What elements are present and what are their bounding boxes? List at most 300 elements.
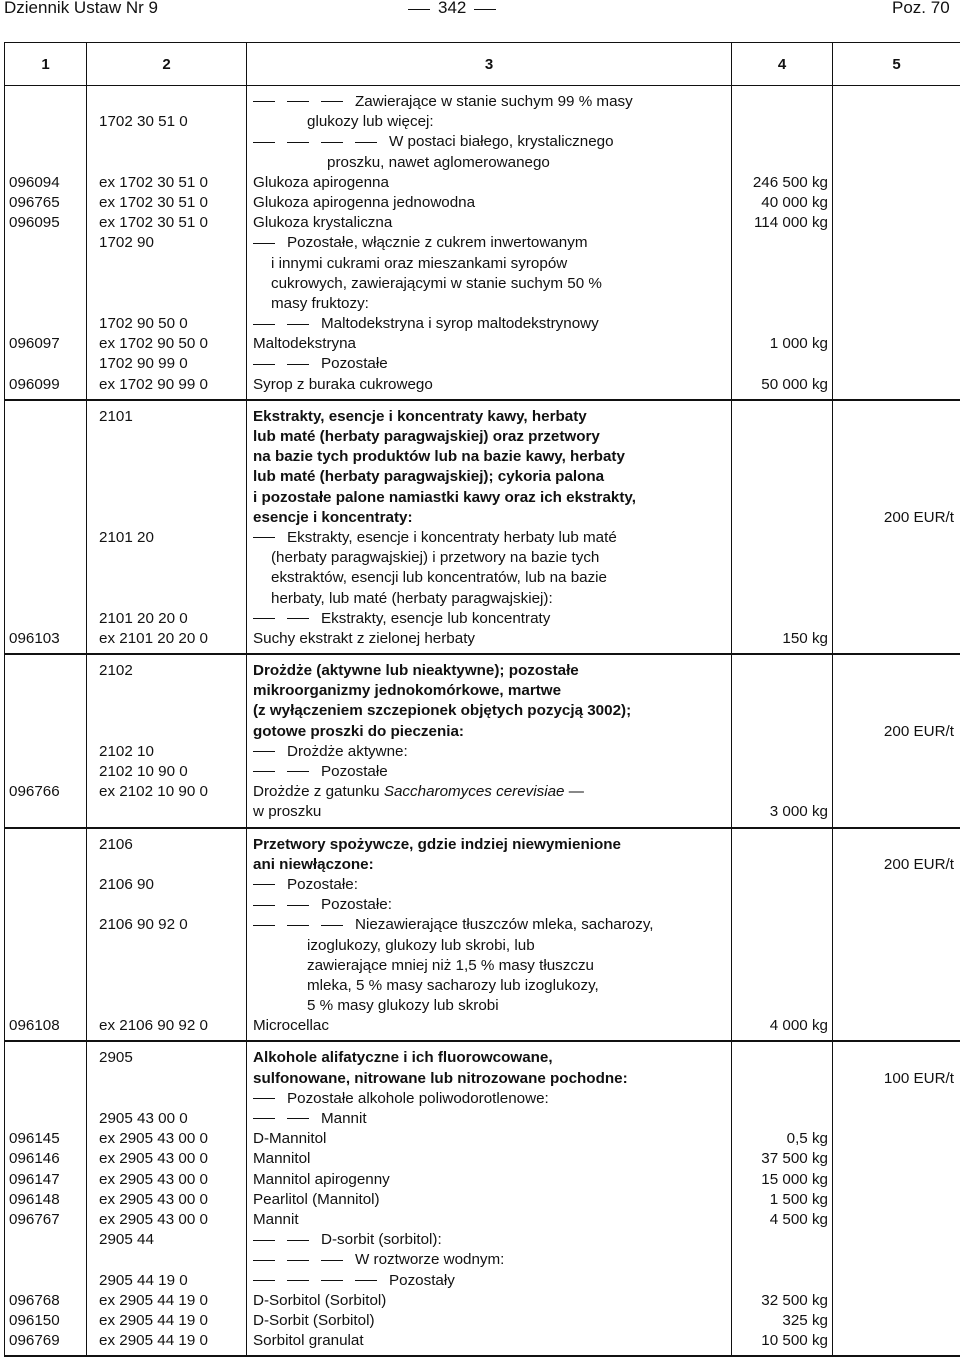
description-text: masy fruktozy:	[271, 294, 369, 312]
order-number-line	[5, 1089, 86, 1109]
description-line	[247, 173, 731, 193]
description-text: herbaty, lub maté (herbaty paragwajskiej):	[271, 589, 553, 607]
order-number-line: 096099	[9, 375, 60, 393]
order-number-line: 096148	[9, 1190, 60, 1208]
order-number-cell	[5, 1041, 87, 1356]
order-number-line	[5, 802, 86, 822]
cn-code-line	[87, 488, 246, 508]
description-line	[247, 681, 731, 701]
description-text: Pozostałe	[321, 355, 388, 373]
duty-line	[833, 915, 960, 935]
order-number-line	[5, 681, 86, 701]
quota-line	[732, 996, 832, 1016]
description-line	[247, 1170, 731, 1190]
order-number-line: 096766	[9, 783, 60, 801]
order-number-line	[5, 1271, 86, 1291]
duty-line	[833, 294, 960, 314]
description-line	[247, 233, 731, 253]
quota-line	[732, 742, 832, 762]
description-line	[247, 467, 731, 487]
duty-line	[833, 173, 960, 193]
description-cell	[247, 1041, 732, 1356]
cn-code-cell	[87, 654, 247, 828]
quota-line	[732, 447, 832, 467]
cn-code-cell	[87, 828, 247, 1042]
order-number-line	[5, 314, 86, 334]
indent-dash	[253, 537, 275, 538]
cn-code-line: ex 2905 43 00 0	[99, 1130, 208, 1148]
description-line	[247, 1089, 731, 1109]
indent-dash	[287, 771, 309, 772]
description-cell	[247, 400, 732, 654]
description-text: w proszku	[253, 803, 322, 821]
description-text: W roztworze wodnym:	[355, 1251, 505, 1269]
description-line	[247, 1331, 731, 1351]
quota-line	[732, 956, 832, 976]
order-number-line	[5, 722, 86, 742]
quota-line	[732, 467, 832, 487]
order-number-line: 096150	[9, 1311, 60, 1329]
duty-line	[833, 742, 960, 762]
description-text: 5 % masy glukozy lub skrobi	[307, 997, 499, 1015]
cn-code-line: ex 2905 43 00 0	[99, 1170, 208, 1188]
description-text: lub maté (herbaty paragwajskiej); cykoria palona	[253, 468, 605, 486]
description-line	[247, 254, 731, 274]
description-text: glukozy lub więcej:	[307, 113, 434, 131]
quota-cell	[732, 86, 833, 400]
quota-line	[732, 1069, 832, 1089]
description-line	[247, 701, 731, 721]
order-number-line	[5, 589, 86, 609]
indent-dash	[355, 1280, 377, 1281]
cn-code-line: 2905 44	[99, 1231, 154, 1249]
description-line	[247, 112, 731, 132]
cn-code-line	[87, 274, 246, 294]
cn-code-line	[87, 936, 246, 956]
duty-line	[833, 92, 960, 112]
order-number-line	[5, 354, 86, 374]
description-text: i innymi cukrami oraz mieszankami syropów	[271, 254, 568, 272]
quota-line: 50 000 kg	[761, 375, 828, 393]
cn-code-line: 2905	[99, 1049, 133, 1067]
order-number-cell	[5, 86, 87, 400]
quota-line	[732, 782, 832, 802]
description-text: i pozostałe palone namiastki kawy oraz ich ekstrakty,	[253, 488, 636, 506]
description-line	[247, 1271, 731, 1291]
cn-code-cell	[87, 400, 247, 654]
description-line	[247, 956, 731, 976]
description-line	[247, 802, 731, 822]
order-number-line	[5, 1109, 86, 1129]
indent-dash	[253, 618, 275, 619]
description-text: D-Sorbit (Sorbitol)	[253, 1311, 375, 1329]
column-header-row	[5, 43, 960, 86]
quota-line	[732, 548, 832, 568]
duty-line	[833, 762, 960, 782]
quota-line	[732, 835, 832, 855]
quota-line	[732, 92, 832, 112]
cn-code-line	[87, 294, 246, 314]
quota-line	[732, 508, 832, 528]
description-text: Pozostałe	[321, 763, 388, 780]
description-text: Alkohole alifatyczne i ich fluorowcowane,	[253, 1049, 553, 1067]
description-text: Mannit	[253, 1210, 299, 1228]
indent-dash	[321, 1280, 343, 1281]
cn-code-cell	[87, 1041, 247, 1356]
description-text: Drożdże z gatunku Saccharomyces cerevisiae —	[253, 783, 584, 801]
description-text: D-Sorbitol (Sorbitol)	[253, 1291, 387, 1309]
order-number-line: 096108	[9, 1017, 60, 1035]
duty-line	[833, 1129, 960, 1149]
order-number-line	[5, 528, 86, 548]
cn-code-line	[87, 1069, 246, 1089]
duty-line	[833, 1311, 960, 1331]
order-number-line: 096103	[9, 629, 60, 647]
cn-code-line: 1702 90 50 0	[99, 315, 188, 333]
description-line	[247, 782, 731, 802]
cn-code-line	[87, 996, 246, 1016]
description-line	[247, 1311, 731, 1331]
cn-code-line: 1702 30 51 0	[99, 113, 188, 131]
quota-line	[732, 568, 832, 588]
order-number-line	[5, 548, 86, 568]
cn-code-line	[87, 1250, 246, 1270]
description-text: Niezawierające tłuszczów mleka, sacharozy,	[355, 916, 654, 934]
table-row	[5, 828, 960, 1042]
order-number-line	[5, 762, 86, 782]
description-text: Ekstrakty, esencje i koncentraty herbaty lub maté	[287, 528, 617, 546]
description-cell	[247, 654, 732, 828]
order-number-line	[5, 855, 86, 875]
order-number-line: 096094	[9, 173, 60, 191]
page-number: 342	[438, 0, 467, 17]
indent-dash	[287, 364, 309, 365]
duty-line	[833, 132, 960, 152]
order-number-line: 096145	[9, 1130, 60, 1148]
description-text: Mannit	[321, 1110, 367, 1127]
cn-code-line	[87, 254, 246, 274]
cn-code-line	[87, 447, 246, 467]
order-number-line	[5, 895, 86, 915]
description-text: na bazie tych produktów lub na bazie kawy, herbaty	[253, 448, 625, 466]
order-number-line	[5, 254, 86, 274]
order-number-line: 096097	[9, 335, 60, 353]
quota-line: 10 500 kg	[761, 1332, 828, 1350]
description-line	[247, 722, 731, 742]
order-number-line	[5, 112, 86, 132]
quota-line	[732, 1109, 832, 1129]
quota-line: 4 500 kg	[769, 1210, 828, 1228]
duty-line	[833, 1109, 960, 1129]
cn-code-line: 2905 44 19 0	[99, 1271, 188, 1289]
cn-code-line: 2106	[99, 835, 133, 853]
duty-line: 200 EUR/t	[883, 508, 954, 526]
description-line	[247, 447, 731, 467]
order-number-line	[5, 1048, 86, 1068]
item-number: Poz. 70	[892, 0, 950, 17]
description-text: Glukoza apirogenna jednowodna	[253, 193, 476, 211]
duty-line: 200 EUR/t	[883, 855, 954, 873]
quota-line	[732, 701, 832, 721]
cn-code-line	[87, 153, 246, 173]
indent-dash	[287, 905, 309, 906]
description-text: mleka, 5 % masy sacharozy lub izoglukozy,	[307, 976, 599, 994]
duty-line	[833, 153, 960, 173]
column-header-2: 2	[87, 43, 247, 86]
tariff-table	[4, 42, 960, 1357]
cn-code-line: 1702 90 99 0	[99, 355, 188, 373]
cn-code-line: 2102 10	[99, 742, 154, 760]
order-number-line: 096095	[9, 214, 60, 232]
quota-line: 15 000 kg	[761, 1170, 828, 1188]
duty-line	[833, 1210, 960, 1230]
column-header-4: 4	[732, 43, 833, 86]
cn-code-line: 2101 20 20 0	[99, 609, 188, 627]
description-line	[247, 1129, 731, 1149]
description-line	[247, 762, 731, 782]
quota-line: 3 000 kg	[769, 803, 828, 821]
indent-dash	[287, 142, 309, 143]
duty-line	[833, 488, 960, 508]
order-number-line	[5, 488, 86, 508]
quota-line	[732, 233, 832, 253]
cn-code-line	[87, 701, 246, 721]
indent-dash	[253, 1280, 275, 1281]
indent-dash	[253, 1240, 275, 1241]
order-number-cell	[5, 400, 87, 654]
order-number-line: 096768	[9, 1291, 60, 1309]
column-header-5: 5	[833, 43, 960, 86]
description-line	[247, 407, 731, 427]
order-number-line	[5, 153, 86, 173]
description-line	[247, 1190, 731, 1210]
description-line	[247, 193, 731, 213]
description-text: Mannitol	[253, 1150, 311, 1168]
description-text: Drożdże aktywne:	[287, 742, 408, 760]
description-line	[247, 1210, 731, 1230]
table-row	[5, 86, 960, 400]
description-line	[247, 548, 731, 568]
quota-cell	[732, 400, 833, 654]
description-text: Drożdże (aktywne lub nieaktywne); pozostałe	[253, 662, 579, 680]
duty-line	[833, 1230, 960, 1250]
description-text: W postaci białego, krystalicznego	[389, 133, 614, 151]
description-text: zawierające mniej niż 1,5 % masy tłuszczu	[307, 956, 594, 974]
cn-code-line	[87, 895, 246, 915]
duty-line	[833, 681, 960, 701]
table-row	[5, 1041, 960, 1356]
description-text: Pozostałe, włącznie z cukrem inwertowanym	[287, 234, 588, 252]
description-line	[247, 375, 731, 395]
description-text: izoglukozy, glukozy lub skrobi, lub	[307, 936, 535, 954]
description-text: Przetwory spożywcze, gdzie indziej niewymienione	[253, 835, 621, 853]
quota-line	[732, 294, 832, 314]
duty-line	[833, 782, 960, 802]
indent-dash	[287, 925, 309, 926]
duty-line	[833, 427, 960, 447]
description-line	[247, 609, 731, 629]
duty-line: 200 EUR/t	[883, 722, 954, 740]
cn-code-line	[87, 589, 246, 609]
quota-line: 40 000 kg	[761, 193, 828, 211]
cn-code-line	[87, 956, 246, 976]
duty-line	[833, 213, 960, 233]
order-number-line	[5, 875, 86, 895]
table-row	[5, 654, 960, 828]
description-text: Maltodekstryna i syrop maltodekstrynowy	[321, 315, 599, 333]
description-cell	[247, 86, 732, 400]
order-number-line	[5, 936, 86, 956]
indent-dash	[253, 243, 275, 244]
order-number-line: 096765	[9, 193, 60, 211]
duty-line	[833, 548, 960, 568]
order-number-line	[5, 956, 86, 976]
order-number-cell	[5, 654, 87, 828]
indent-dash	[321, 1260, 343, 1261]
duty-cell	[833, 86, 960, 400]
description-text: ekstraktów, esencji lub koncentratów, lub na bazie	[271, 569, 608, 587]
description-line	[247, 875, 731, 895]
description-line	[247, 132, 731, 152]
quota-line	[732, 1230, 832, 1250]
duty-line	[833, 895, 960, 915]
duty-line	[833, 1291, 960, 1311]
quota-line	[732, 314, 832, 334]
quota-line	[732, 528, 832, 548]
description-text: proszku, nawet aglomerowanego	[327, 153, 550, 171]
description-text: Sorbitol granulat	[253, 1332, 364, 1350]
description-text: Pozostałe alkohole poliwodorotlenowe:	[287, 1089, 549, 1107]
description-text: Ekstrakty, esencje i koncentraty kawy, herbaty	[253, 407, 587, 425]
quota-cell	[732, 1041, 833, 1356]
order-number-line	[5, 1069, 86, 1089]
quota-line	[732, 132, 832, 152]
description-line	[247, 936, 731, 956]
quota-line	[732, 112, 832, 132]
cn-code-line: 2101 20	[99, 528, 154, 546]
quota-cell	[732, 654, 833, 828]
description-line	[247, 629, 731, 649]
cn-code-line	[87, 92, 246, 112]
duty-cell	[833, 1041, 960, 1356]
indent-dash	[253, 1118, 275, 1119]
indent-dash	[321, 142, 343, 143]
quota-line	[732, 153, 832, 173]
description-text: esencje i koncentraty:	[253, 508, 413, 526]
order-number-line	[5, 407, 86, 427]
cn-code-line: 1702 90	[99, 234, 154, 252]
cn-code-line: ex 2905 44 19 0	[99, 1291, 208, 1309]
description-line	[247, 274, 731, 294]
description-line	[247, 1048, 731, 1068]
quota-line: 4 000 kg	[769, 1017, 828, 1035]
quota-line	[732, 488, 832, 508]
order-number-line: 096146	[9, 1150, 60, 1168]
description-line	[247, 334, 731, 354]
quota-line	[732, 427, 832, 447]
duty-line	[833, 233, 960, 253]
quota-line: 1 500 kg	[769, 1190, 828, 1208]
description-text: mikroorganizmy jednokomórkowe, martwe	[253, 682, 562, 700]
quota-line	[732, 661, 832, 681]
cn-code-line: ex 2905 43 00 0	[99, 1190, 208, 1208]
column-header-1: 1	[5, 43, 87, 86]
duty-line	[833, 1170, 960, 1190]
cn-code-line: ex 2106 90 92 0	[99, 1017, 208, 1035]
indent-dash	[253, 884, 275, 885]
description-line	[247, 1109, 731, 1129]
quota-line: 0,5 kg	[786, 1130, 828, 1148]
cn-code-line	[87, 802, 246, 822]
indent-dash	[321, 101, 343, 102]
cn-code-line: ex 1702 30 51 0	[99, 173, 208, 191]
order-number-line	[5, 835, 86, 855]
quota-line: 32 500 kg	[761, 1291, 828, 1309]
description-text: Pearlitol (Mannitol)	[253, 1190, 380, 1208]
duty-line	[833, 1271, 960, 1291]
cn-code-line: ex 2905 44 19 0	[99, 1311, 208, 1329]
indent-dash	[287, 101, 309, 102]
description-line	[247, 314, 731, 334]
quota-line: 150 kg	[782, 629, 828, 647]
quota-line: 1 000 kg	[769, 335, 828, 353]
indent-dash	[253, 905, 275, 906]
quota-line	[732, 936, 832, 956]
quota-line	[732, 407, 832, 427]
description-cell	[247, 828, 732, 1042]
cn-code-line	[87, 681, 246, 701]
cn-code-line: 2106 90	[99, 875, 154, 893]
duty-cell	[833, 400, 960, 654]
duty-cell	[833, 828, 960, 1042]
order-number-line	[5, 568, 86, 588]
duty-line	[833, 447, 960, 467]
description-line	[247, 1230, 731, 1250]
duty-line	[833, 1016, 960, 1036]
description-line	[247, 488, 731, 508]
order-number-line	[5, 447, 86, 467]
order-number-line	[5, 976, 86, 996]
description-line	[247, 1016, 731, 1036]
description-text: Maltodekstryna	[253, 335, 356, 353]
order-number-line: 096147	[9, 1170, 60, 1188]
description-line	[247, 508, 731, 528]
description-line	[247, 528, 731, 548]
cn-code-line: 2101	[99, 407, 133, 425]
quota-line	[732, 875, 832, 895]
description-line	[247, 1069, 731, 1089]
description-text: Glukoza krystaliczna	[253, 214, 393, 232]
duty-line	[833, 1190, 960, 1210]
duty-line	[833, 875, 960, 895]
duty-line	[833, 528, 960, 548]
order-number-line	[5, 427, 86, 447]
quota-line	[732, 915, 832, 935]
quota-line	[732, 1271, 832, 1291]
description-line	[247, 1149, 731, 1169]
quota-line	[732, 762, 832, 782]
order-number-line	[5, 508, 86, 528]
order-number-line	[5, 1230, 86, 1250]
order-number-line	[5, 915, 86, 935]
description-line	[247, 354, 731, 374]
cn-code-line: ex 2905 44 19 0	[99, 1332, 208, 1350]
cn-code-line	[87, 568, 246, 588]
indent-dash	[253, 925, 275, 926]
duty-line	[833, 375, 960, 395]
indent-dash	[355, 142, 377, 143]
description-line	[247, 1250, 731, 1270]
